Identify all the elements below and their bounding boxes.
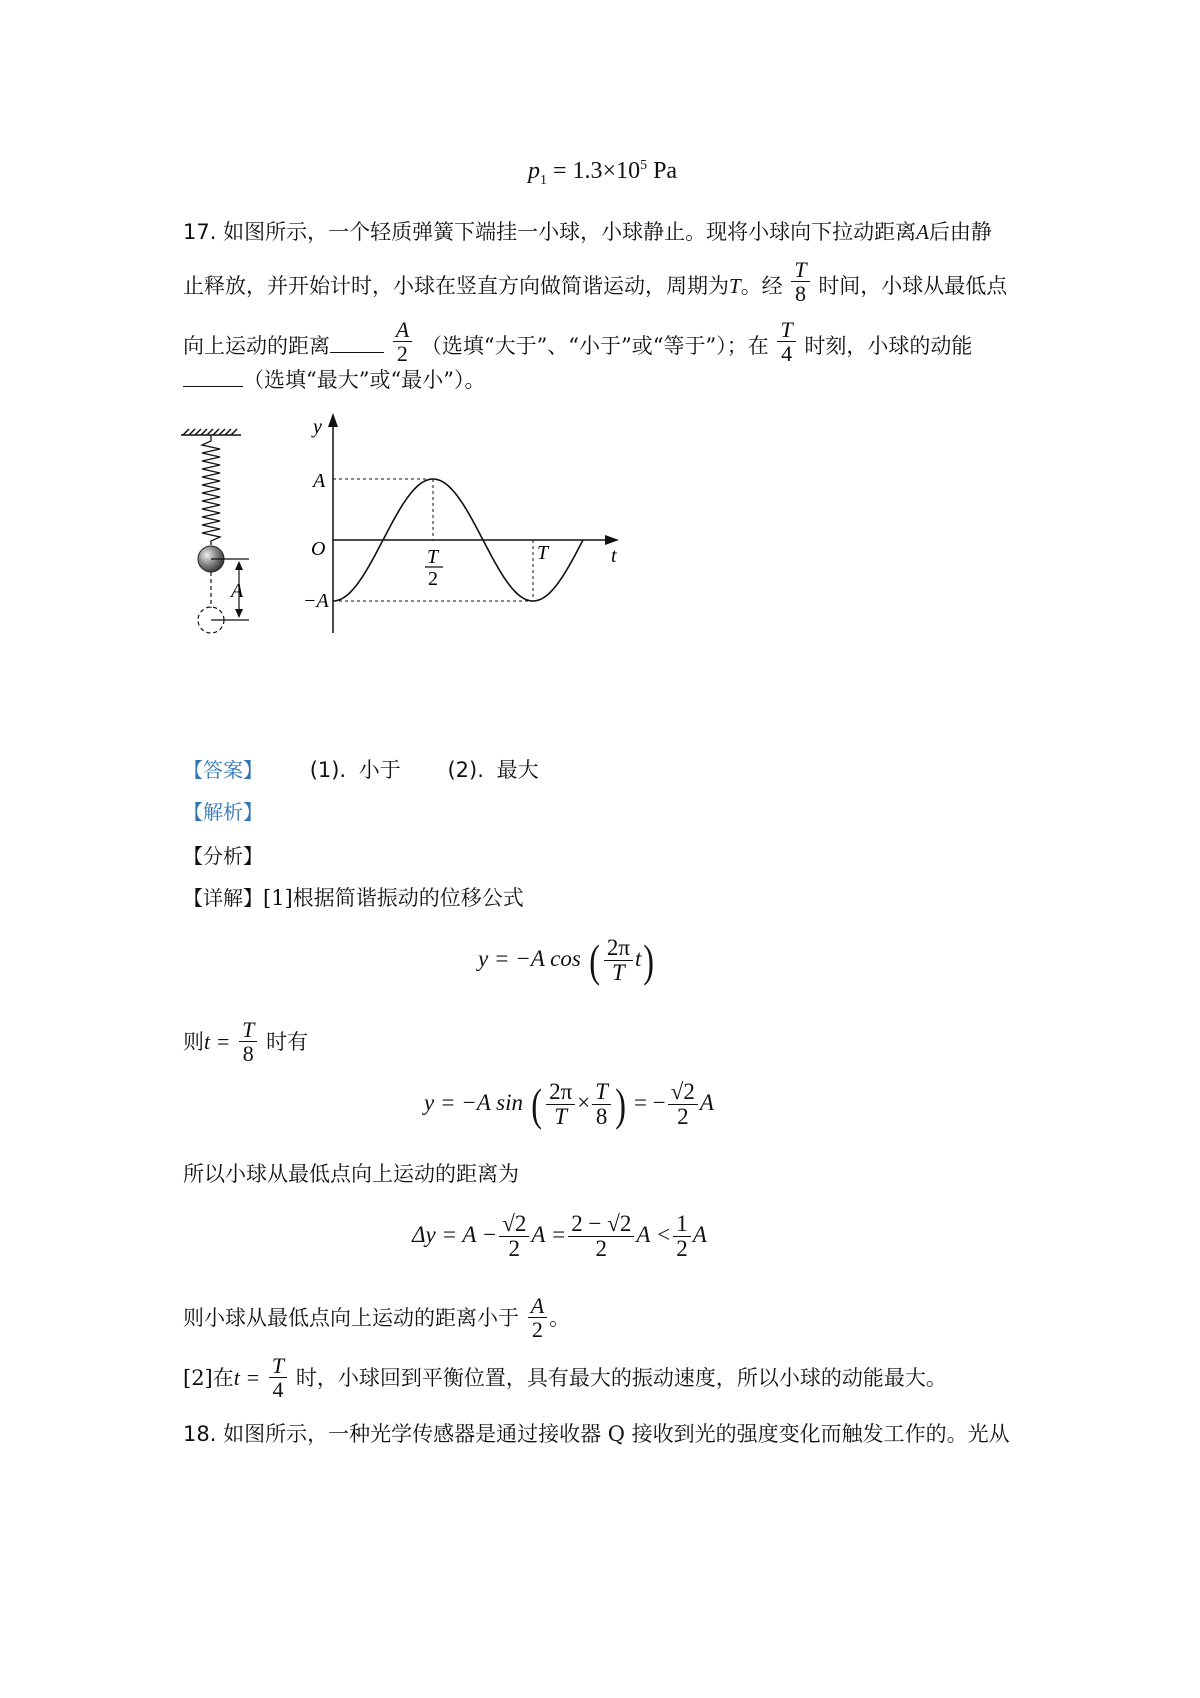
q17-line3-b: （选填“大于”、“小于”或“等于”）；在 — [420, 334, 769, 359]
amp-pos-label: A — [313, 470, 326, 492]
eq3-lt: A < — [636, 1221, 672, 1247]
q17-line3-c: 时刻，小球的动能 — [804, 334, 973, 359]
q18-text: 如图所示，一种光学传感器是通过接收器 Q 接收到光的强度变化而触发工作的。光从 — [223, 1422, 1010, 1446]
equation-2 — [424, 1080, 714, 1129]
q17-figure — [175, 405, 695, 695]
frac-den: T — [612, 960, 625, 986]
eq2-lhs: y = −A sin — [424, 1089, 523, 1115]
frac-den: 2 — [396, 341, 408, 367]
frac-den: 8 — [242, 1041, 254, 1067]
concl-a: 则小球从最低点向上运动的距离小于 — [183, 1306, 519, 1331]
frac-den: 8 — [595, 1104, 608, 1130]
ceiling-hatch — [181, 429, 241, 435]
amp-neg-label: −A — [303, 590, 329, 612]
answer-line — [183, 756, 539, 784]
fenxi-label: 【分析】 — [183, 844, 263, 868]
so-text: 所以小球从最低点向上运动的距离为 — [183, 1162, 519, 1186]
q17-line4 — [183, 366, 485, 394]
detail-label: 【详解】 — [183, 886, 263, 910]
frac-num: 1 — [673, 1212, 691, 1237]
q17-line2-T: T — [729, 274, 741, 299]
pressure-value: = 1.3×10 — [553, 158, 641, 184]
frac-den: 2 — [677, 1104, 689, 1130]
half-period-den: 2 — [428, 568, 438, 590]
frac-num: T — [791, 258, 809, 282]
q17-line1-var: A — [916, 220, 929, 244]
frac-num: T — [777, 318, 795, 342]
eq2-eq: = − — [634, 1089, 666, 1115]
y-axis-arrow — [328, 413, 338, 427]
q18-number: 18. — [183, 1422, 217, 1446]
q17-line1-end: 后由静 — [928, 220, 992, 244]
equation-1 — [478, 936, 657, 985]
then-b: 时有 — [266, 1030, 309, 1055]
eq1-t: t — [635, 945, 642, 971]
half-period-num: T — [427, 546, 439, 568]
q17-line1 — [183, 218, 992, 246]
answer-1: 小于 — [358, 758, 401, 782]
p2-a: [2]在 — [183, 1366, 234, 1391]
t-axis-arrow — [605, 535, 619, 545]
then-line — [183, 1017, 309, 1067]
answer-label: 【答案】 — [183, 758, 263, 782]
frac-den: 4 — [272, 1377, 284, 1403]
eq1-paren-open: ( — [588, 934, 600, 986]
eq2-frac-1 — [546, 1080, 575, 1129]
pressure-symbol: p — [528, 158, 540, 184]
frac-num: T — [269, 1354, 287, 1378]
q17-line4-text: （选填“最大”或“最小”）。 — [243, 368, 486, 392]
period-label: T — [537, 542, 549, 564]
pressure-unit: Pa — [653, 158, 678, 184]
analysis-label: 【解析】 — [183, 800, 263, 824]
q17-number: 17. — [183, 220, 217, 244]
answer-blank-1 — [330, 352, 384, 353]
so-line — [183, 1160, 519, 1188]
equation-3 — [412, 1212, 707, 1261]
frac-num: √2 — [499, 1212, 529, 1237]
q17-line2-a: 止释放，并开始计时，小球在竖直方向做简谐运动，周期为 — [183, 274, 729, 299]
q17-line2 — [183, 257, 1008, 311]
eq3-A: A — [692, 1221, 707, 1247]
q17-line1-text: 如图所示，一个轻质弹簧下端挂一小球，小球静止。现将小球向下拉动距离 — [223, 220, 917, 244]
detail-line — [183, 884, 524, 912]
eq2-paren-close: ) — [615, 1078, 626, 1130]
analysis-line — [183, 798, 263, 826]
fraction-T-over-8 — [791, 258, 809, 305]
top-formula — [528, 158, 677, 189]
p2-t: t = — [233, 1365, 261, 1391]
spring-amplitude-label: A — [231, 580, 244, 602]
q17-line3 — [183, 317, 973, 371]
concl-b: 。 — [549, 1306, 571, 1331]
frac-den: 2 — [676, 1236, 688, 1262]
frac-den: 2 — [595, 1236, 608, 1262]
eq3-frac-1 — [499, 1212, 529, 1261]
frac-den: T — [554, 1104, 568, 1130]
fraction-T-over-4 — [777, 318, 795, 365]
pressure-subscript: 1 — [540, 172, 547, 188]
q17-line2-c: 时间，小球从最低点 — [818, 274, 1008, 299]
answer-2-num: (2). — [447, 758, 484, 782]
eq1-lhs: y = −A cos — [478, 945, 581, 971]
eq3-frac-2 — [568, 1212, 634, 1261]
frac-den: 2 — [508, 1236, 521, 1262]
frac-num: 2π — [604, 936, 633, 961]
eq2-frac-2 — [592, 1080, 611, 1129]
eq3-mid: A = — [531, 1221, 567, 1247]
concl-frac — [528, 1294, 547, 1341]
pressure-exponent: 5 — [640, 158, 648, 173]
origin-label: O — [311, 538, 326, 560]
eq2-frac-3 — [668, 1080, 698, 1129]
answer-1-num: (1). — [309, 758, 347, 782]
fenxi-line — [183, 842, 263, 870]
frac-num: T — [592, 1080, 611, 1105]
q18-line — [183, 1420, 1010, 1448]
then-frac — [239, 1018, 257, 1065]
answer-2: 最大 — [496, 758, 539, 782]
answer-blank-2 — [183, 386, 243, 387]
q17-line3-a: 向上运动的距离 — [183, 334, 330, 359]
amplitude-arrow-head-up — [235, 561, 243, 570]
frac-num: A — [393, 318, 412, 342]
frac-den: 8 — [795, 281, 806, 307]
eq1-paren-close: ) — [643, 934, 655, 986]
frac-num: √2 — [668, 1080, 698, 1105]
eq2-A: A — [699, 1089, 714, 1115]
eq2-paren-open: ( — [531, 1078, 542, 1130]
p2-frac — [269, 1354, 287, 1401]
fraction-A-over-2 — [393, 318, 412, 365]
then-a: 则 — [183, 1030, 204, 1055]
frac-num: T — [239, 1018, 257, 1042]
eq2-times: × — [577, 1089, 591, 1115]
q17-line2-b: 。经 — [740, 274, 783, 299]
detail-intro: [1]根据简谐振动的位移公式 — [263, 886, 524, 910]
eq1-frac — [604, 936, 633, 985]
eq3-lhs: Δy = A − — [412, 1221, 498, 1247]
t-axis-label: t — [611, 545, 617, 567]
frac-num: 2 − √2 — [568, 1212, 634, 1237]
then-t: t = — [204, 1029, 231, 1055]
spring — [202, 435, 220, 545]
frac-den: 2 — [531, 1317, 543, 1343]
y-axis-label: y — [313, 416, 322, 438]
frac-num: 2π — [546, 1080, 575, 1105]
part2-line — [183, 1353, 947, 1403]
frac-den: 4 — [781, 341, 793, 367]
p2-b: 时，小球回到平衡位置，具有最大的振动速度，所以小球的动能最大。 — [295, 1366, 947, 1391]
eq3-frac-3 — [673, 1212, 691, 1261]
amplitude-arrow-head-down — [235, 609, 243, 618]
conclusion-line — [183, 1293, 571, 1343]
frac-num: A — [528, 1294, 547, 1318]
